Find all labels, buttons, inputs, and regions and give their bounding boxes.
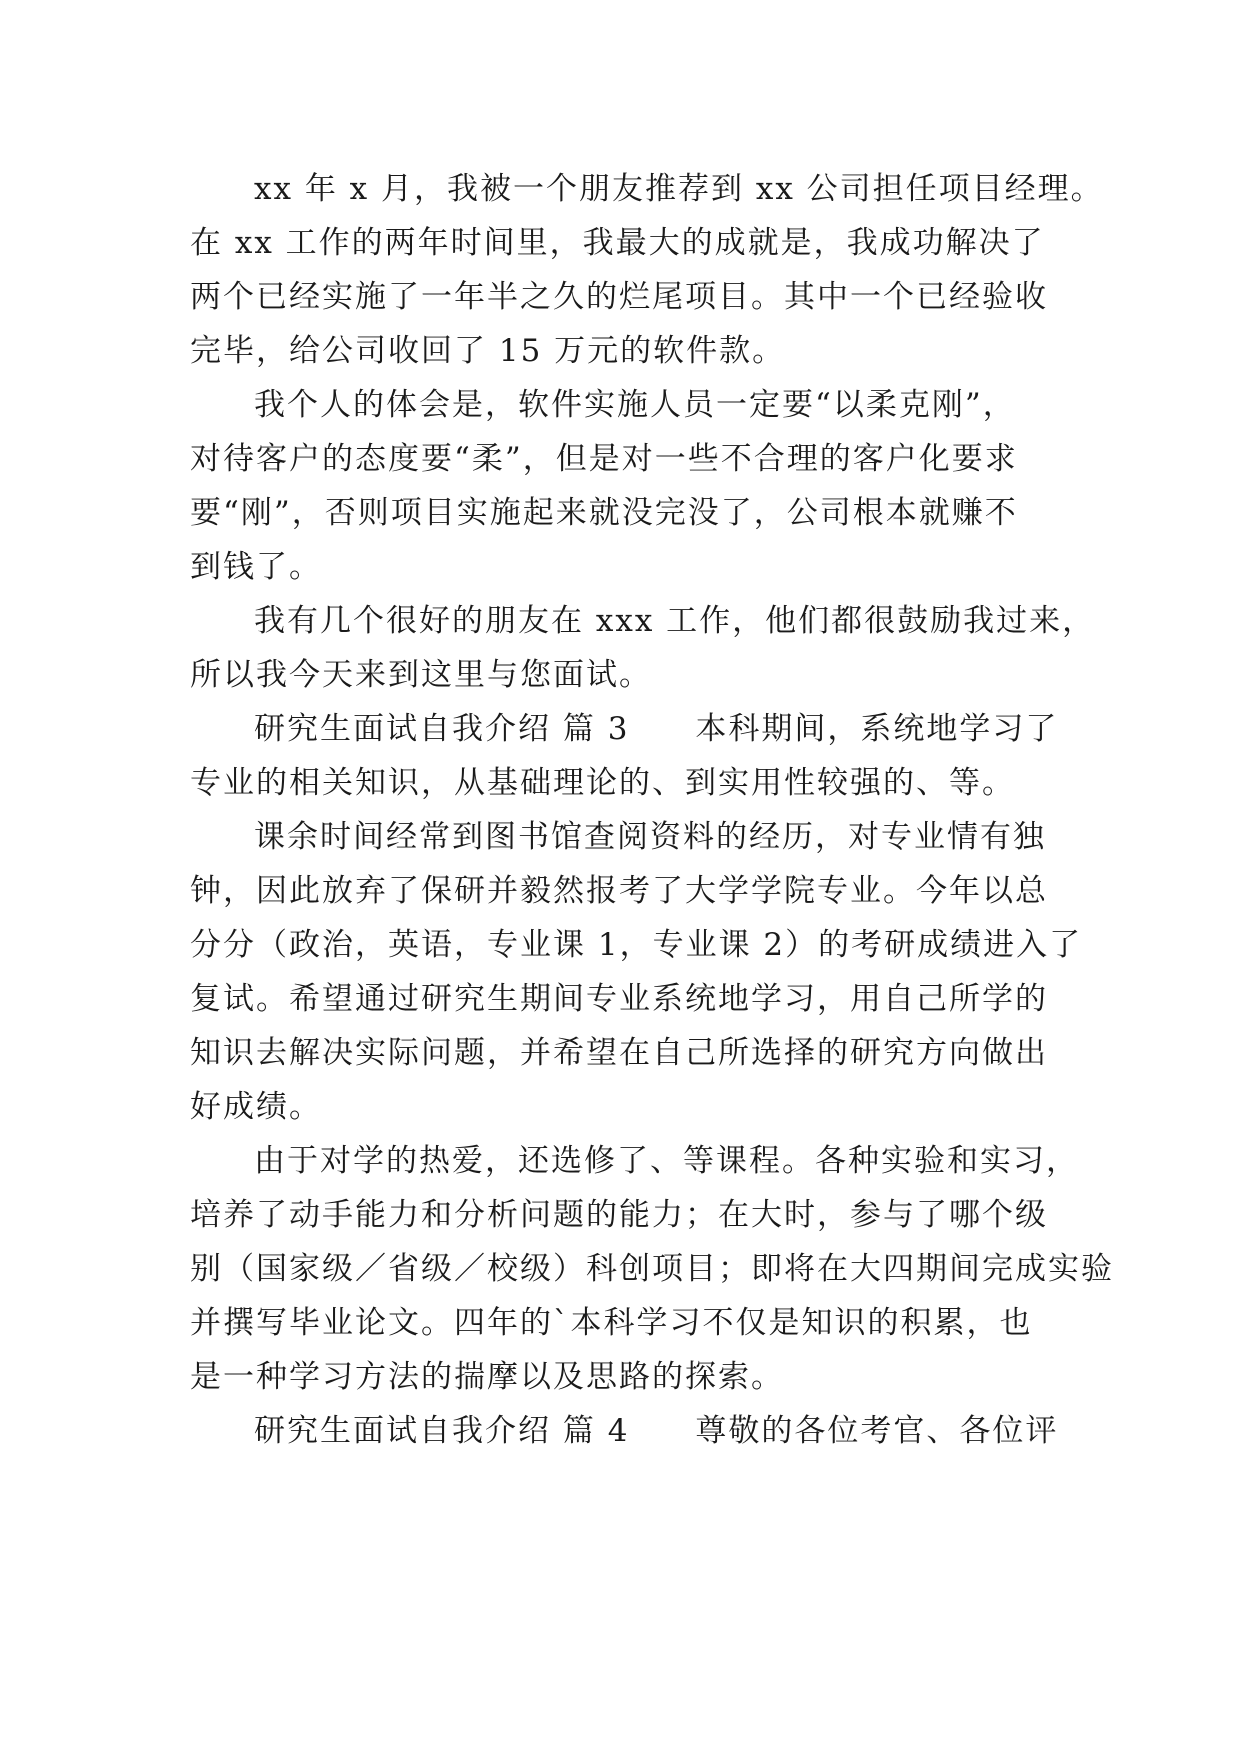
- text-line: 是一种学习方法的揣摩以及思路的探索。: [190, 1359, 784, 1395]
- text-line: 完毕，给公司收回了 15 万元的软件款。: [190, 333, 786, 369]
- text-line: 课余时间经常到图书馆查阅资料的经历，对专业情有独: [254, 819, 1046, 855]
- text-line: 好成绩。: [190, 1089, 322, 1125]
- text-line: 我有几个很好的朋友在 xxx 工作，他们都很鼓励我过来，: [254, 603, 1096, 639]
- text-line: 别（国家级／省级／校级）科创项目；即将在大四期间完成实验: [190, 1251, 1114, 1287]
- text-line: 我个人的体会是，软件实施人员一定要“以柔克刚”，: [254, 387, 1016, 423]
- text-line: 专业的相关知识，从基础理论的、到实用性较强的、等。: [190, 765, 1015, 801]
- text-line: 复试。希望通过研究生期间专业系统地学习，用自己所学的: [190, 981, 1048, 1017]
- text-line: xx 年 x 月，我被一个朋友推荐到 xx 公司担任项目经理。: [254, 171, 1104, 207]
- text-line: 所以我今天来到这里与您面试。: [190, 657, 652, 693]
- text-line: 培养了动手能力和分析问题的能力；在大时，参与了哪个级: [190, 1197, 1048, 1233]
- text-line: 钟，因此放弃了保研并毅然报考了大学学院专业。今年以总: [190, 873, 1048, 909]
- text-line: 要“刚”，否则项目实施起来就没完没了，公司根本就赚不: [190, 495, 1018, 531]
- section-heading-4: 研究生面试自我介绍 篇 4 尊敬的各位考官、各位评: [254, 1413, 1059, 1449]
- text-line: 在 xx 工作的两年时间里，我最大的成就是，我成功解决了: [190, 225, 1045, 261]
- text-line: 到钱了。: [190, 549, 322, 585]
- text-line: 并撰写毕业论文。四年的`本科学习不仅是知识的积累，也: [190, 1305, 1033, 1341]
- text-line: 对待客户的态度要“柔”，但是对一些不合理的客户化要求: [190, 441, 1018, 477]
- text-line: 由于对学的热爱，还选修了、等课程。各种实验和实习，: [254, 1143, 1079, 1179]
- text-line: 知识去解决实际问题，并希望在自己所选择的研究方向做出: [190, 1035, 1048, 1071]
- text-line: 分分（政治，英语，专业课 1，专业课 2）的考研成绩进入了: [190, 927, 1083, 963]
- section-heading-3: 研究生面试自我介绍 篇 3 本科期间，系统地学习了: [254, 711, 1059, 747]
- text-line: 两个已经实施了一年半之久的烂尾项目。其中一个已经验收: [190, 279, 1048, 315]
